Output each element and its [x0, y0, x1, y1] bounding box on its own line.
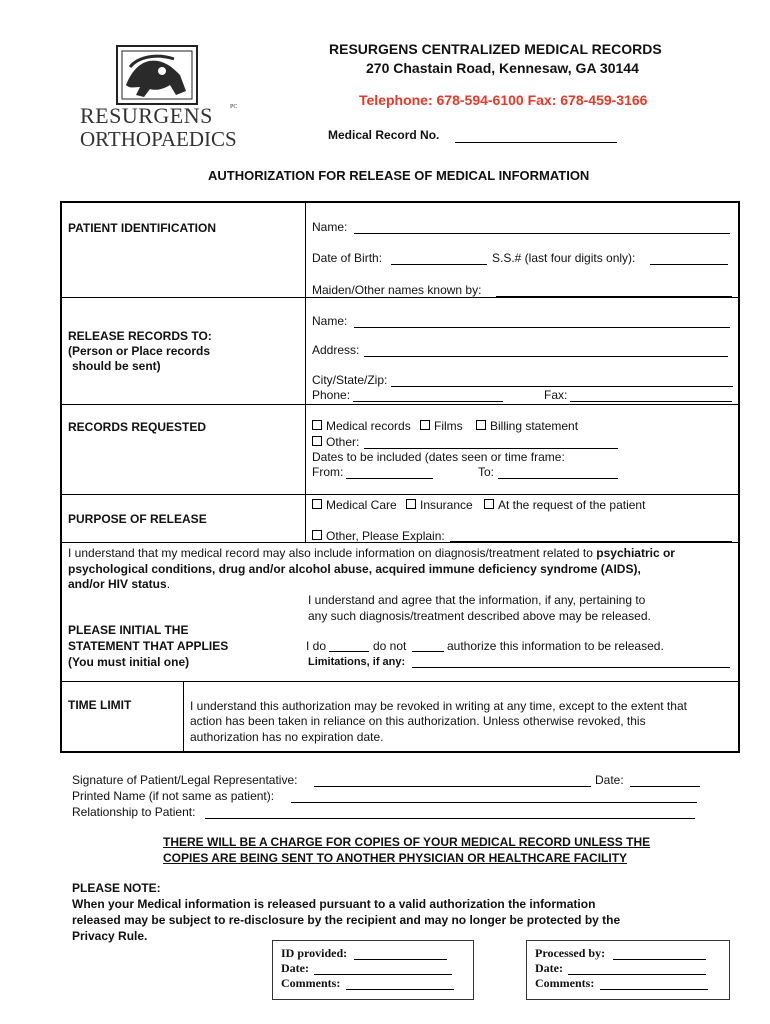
authorize-text: authorize this information to be released. [447, 639, 664, 653]
release-name-field[interactable] [354, 327, 730, 328]
checkbox-icon[interactable] [312, 420, 322, 430]
time-limit-label: TIME LIMIT [68, 698, 132, 712]
release-fax-label: Fax: [544, 388, 568, 402]
divider [61, 681, 739, 682]
records-opt-billing[interactable]: Billing statement [476, 419, 578, 433]
release-phone-label: Phone: [312, 388, 351, 402]
checkbox-icon[interactable] [312, 499, 322, 509]
release-city-field[interactable] [391, 386, 733, 387]
logo-line2: ORTHOPAEDICS [80, 127, 237, 151]
printed-name-field[interactable] [291, 802, 697, 803]
relationship-label: Relationship to Patient: [72, 805, 196, 819]
relationship-field[interactable] [205, 818, 695, 819]
records-to-field[interactable] [498, 478, 618, 479]
office-left-comments-label: Comments: [281, 976, 341, 990]
records-opt-medical[interactable]: Medical records [312, 419, 411, 433]
limitations-field[interactable] [412, 667, 730, 668]
note-line1: When your Medical information is released pursuant to a valid authorization the information [72, 897, 596, 911]
checkbox-icon[interactable] [484, 499, 494, 509]
agree-line1: I understand and agree that the information, if any, pertaining to [308, 593, 646, 607]
records-to-label: To: [478, 465, 495, 479]
maiden-field[interactable] [496, 296, 732, 297]
divider [61, 494, 739, 495]
ido-label: I do [306, 639, 327, 653]
purpose-opt-insurance[interactable]: Insurance [406, 498, 473, 512]
signature-date-field[interactable] [630, 786, 700, 787]
office-left-comments-field[interactable] [346, 989, 454, 990]
charge-line1: THERE WILL BE A CHARGE FOR COPIES OF YOUR MEDICAL RECORD UNLESS THE [163, 835, 651, 849]
processed-by-label: Processed by: [535, 946, 606, 960]
divider [305, 202, 306, 542]
release-sub1: (Person or Place records [68, 344, 211, 358]
ss-label: S.S.# (last four digits only): [492, 251, 636, 265]
maiden-label: Maiden/Other names known by: [312, 283, 482, 297]
office-right-date-field[interactable] [568, 974, 706, 975]
ss-field[interactable] [650, 264, 728, 265]
limitations-label: Limitations, if any: [308, 656, 406, 668]
org-address: 270 Chastain Road, Kennesaw, GA 30144 [366, 60, 639, 76]
logo-emblem [116, 45, 198, 105]
office-right-date-label: Date: [535, 961, 563, 975]
checkbox-icon[interactable] [312, 530, 322, 540]
office-right-comments-field[interactable] [600, 989, 708, 990]
charge-line2: COPIES ARE BEING SENT TO ANOTHER PHYSICIAN OR HEALTHCARE FACILITY [163, 851, 628, 865]
id-provided-label: ID provided: [281, 946, 348, 960]
dob-label: Date of Birth: [312, 251, 383, 265]
initial-label2: STATEMENT THAT APPLIES [68, 639, 229, 653]
release-address-label: Address: [312, 343, 360, 357]
divider [183, 682, 184, 752]
dob-field[interactable] [391, 264, 487, 265]
signature-date-label: Date: [595, 773, 624, 787]
record-no-label: Medical Record No. [328, 128, 440, 142]
purpose-opt-patient[interactable]: At the request of the patient [484, 498, 645, 512]
purpose-section-label: PURPOSE OF RELEASE [68, 512, 207, 526]
records-opt-other[interactable]: Other: [312, 435, 359, 449]
note-line2: released may be subject to re-disclosure by the recipient and may no longer be protected by the [72, 913, 621, 927]
records-from-field[interactable] [346, 478, 433, 479]
release-name-label: Name: [312, 314, 348, 328]
understand-line3: and/or HIV status. [68, 577, 171, 591]
divider [61, 404, 739, 405]
signature-label: Signature of Patient/Legal Representative: [72, 773, 298, 787]
note-head: PLEASE NOTE: [72, 881, 161, 895]
release-address-field[interactable] [364, 356, 728, 357]
patient-section-label: PATIENT IDENTIFICATION [68, 221, 216, 235]
form-title: AUTHORIZATION FOR RELEASE OF MEDICAL INFORMATION [208, 168, 590, 183]
patient-name-label: Name: [312, 220, 348, 234]
office-left-date-label: Date: [281, 961, 309, 975]
records-other-field[interactable] [364, 448, 618, 449]
understand-line2: psychological conditions, drug and/or alcohol abuse, acquired immune deficiency syndrome (AIDS), [68, 562, 641, 576]
signature-field[interactable] [314, 786, 591, 787]
time-limit-line3: authorization has no expiration date. [190, 730, 384, 744]
purpose-opt-medical[interactable]: Medical Care [312, 498, 397, 512]
release-fax-field[interactable] [570, 401, 732, 402]
org-contact: Telephone: 678-594-6100 Fax: 678-459-3166 [359, 92, 648, 108]
logo-line1: RESURGENS [80, 103, 213, 128]
donot-label: do not [373, 639, 407, 653]
office-left-date-field[interactable] [314, 974, 452, 975]
divider [61, 297, 739, 298]
records-opt-films[interactable]: Films [420, 419, 463, 433]
org-name: RESURGENS CENTRALIZED MEDICAL RECORDS [329, 41, 662, 57]
understand-line1: I understand that my medical record may also include information on diagnosis/treatment related to psychiatric or [68, 546, 675, 560]
patient-name-field[interactable] [354, 233, 730, 234]
agree-line2: any such diagnosis/treatment described above may be released. [308, 609, 651, 623]
purpose-opt-other[interactable]: Other, Please Explain: [312, 529, 445, 543]
office-right-comments-label: Comments: [535, 976, 595, 990]
ido-initial-field[interactable] [329, 651, 369, 652]
donot-initial-field[interactable] [412, 651, 444, 652]
checkbox-icon[interactable] [476, 420, 486, 430]
checkbox-icon[interactable] [406, 499, 416, 509]
time-limit-line1: I understand this authorization may be revoked in writing at any time, except to the extent that [190, 699, 687, 713]
checkbox-icon[interactable] [312, 436, 322, 446]
release-city-label: City/State/Zip: [312, 373, 388, 387]
initial-label3: (You must initial one) [68, 655, 190, 669]
logo-tm: PC [230, 104, 238, 110]
release-phone-field[interactable] [353, 401, 503, 402]
purpose-other-field[interactable] [450, 541, 732, 542]
printed-name-label: Printed Name (if not same as patient): [72, 789, 275, 803]
id-provided-field[interactable] [354, 959, 447, 960]
time-limit-line2: action has been taken in reliance on this authorization. Unless otherwise revoked, this [190, 714, 646, 728]
initial-label1: PLEASE INITIAL THE [68, 623, 189, 637]
checkbox-icon[interactable] [420, 420, 430, 430]
processed-by-field[interactable] [613, 959, 706, 960]
records-section-label: RECORDS REQUESTED [68, 420, 207, 434]
records-dates-label: Dates to be included (dates seen or time frame: [312, 450, 565, 464]
records-from-label: From: [312, 465, 344, 479]
record-no-field[interactable] [455, 142, 617, 143]
release-section-label: RELEASE RECORDS TO: [68, 329, 212, 343]
note-line3: Privacy Rule. [72, 929, 148, 943]
release-sub2: should be sent) [72, 359, 161, 373]
